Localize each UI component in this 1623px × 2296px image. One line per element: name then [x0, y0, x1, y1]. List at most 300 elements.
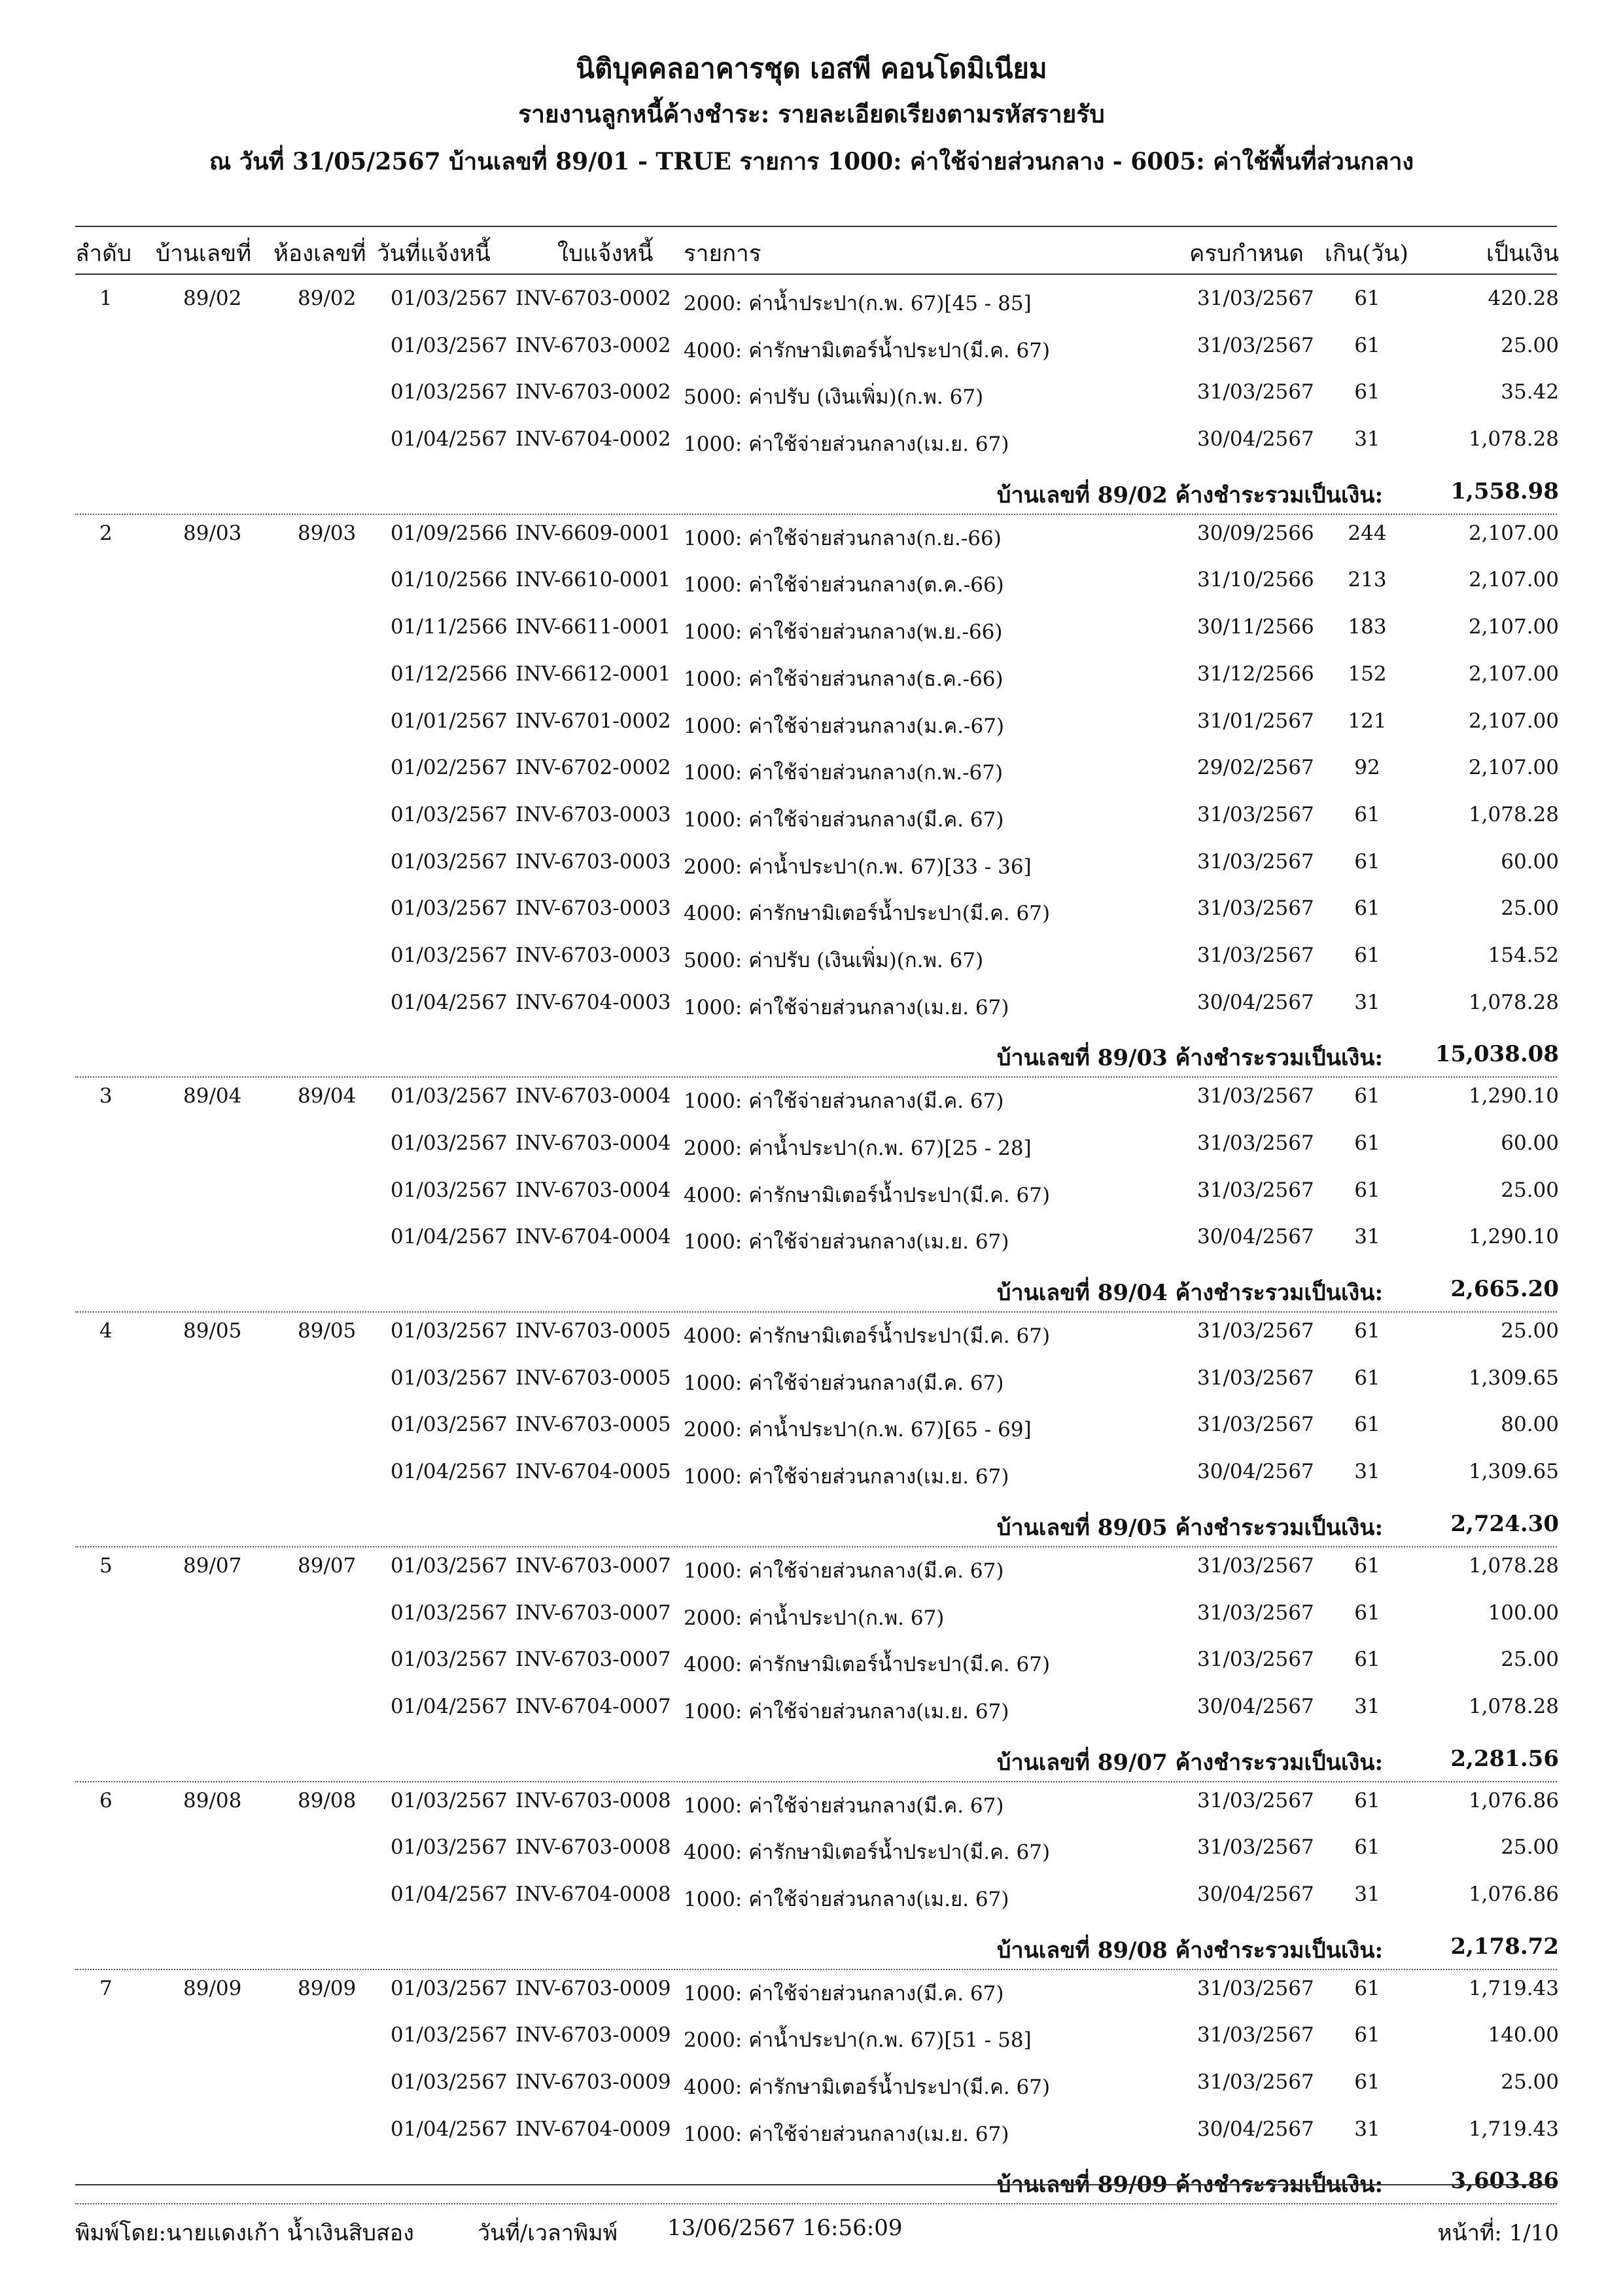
- col-head-invoice: ใบแจ้งหนี้: [557, 241, 654, 267]
- table-row: [0, 1125, 1623, 1172]
- row-notify-date: 01/03/2567: [391, 1648, 508, 1672]
- table-row: [0, 843, 1623, 891]
- row-invoice: INV-6703-0005: [515, 1413, 671, 1437]
- subtotal-label: บ้านเลขที่ 89/04 ค้างชำระรวมเป็นเงิน:: [996, 1280, 1383, 1307]
- row-invoice: INV-6610-0001: [515, 568, 671, 592]
- row-notify-date: 01/03/2567: [391, 333, 508, 357]
- print-time-label: วันที่/เวลาพิมพ์: [478, 2220, 618, 2246]
- row-item: 1000: ค่าใช้จ่ายส่วนกลาง(มี.ค. 67): [684, 1559, 1004, 1583]
- row-notify-date: 01/01/2567: [391, 709, 508, 733]
- row-notify-date: 01/04/2567: [391, 1694, 508, 1718]
- subtotal-row: [0, 1735, 1623, 1782]
- row-invoice: INV-6612-0001: [515, 662, 671, 686]
- row-amount: 1,078.28: [1468, 1694, 1559, 1718]
- row-house-no: 89/08: [183, 1788, 242, 1812]
- row-due-date: 30/09/2566: [1197, 521, 1314, 545]
- row-item: 1000: ค่าใช้จ่ายส่วนกลาง(ม.ค.-67): [684, 714, 1005, 738]
- row-due-date: 31/03/2567: [1197, 2070, 1314, 2094]
- row-notify-date: 01/03/2567: [391, 2023, 508, 2047]
- row-due-date: 31/03/2567: [1197, 1319, 1314, 1343]
- row-amount: 154.52: [1488, 943, 1559, 967]
- row-overdue-days: 61: [1354, 943, 1380, 967]
- row-item: 1000: ค่าใช้จ่ายส่วนกลาง(ก.ย.-66): [684, 526, 1002, 550]
- row-invoice: INV-6703-0002: [515, 287, 671, 310]
- subtotal-row: [0, 2157, 1623, 2204]
- print-time: 13/06/2567 16:56:09: [667, 2215, 903, 2241]
- row-item: 1000: ค่าใช้จ่ายส่วนกลาง(เม.ย. 67): [684, 995, 1009, 1019]
- table-row: [0, 1595, 1623, 1642]
- row-item: 1000: ค่าใช้จ่ายส่วนกลาง(เม.ย. 67): [684, 433, 1009, 457]
- row-notify-date: 01/03/2567: [391, 849, 508, 874]
- report-filter: ณ วันที่ 31/05/2567 บ้านเลขที่ 89/01 - TRUE รายการ 1000: ค่าใช้จ่ายส่วนกลาง - 6005: ค่าใช้พื้นที่ส่วนกลาง: [209, 148, 1414, 175]
- row-invoice: INV-6703-0003: [515, 896, 671, 921]
- row-item: 1000: ค่าใช้จ่ายส่วนกลาง(มี.ค. 67): [684, 807, 1004, 832]
- row-room-no: 89/02: [298, 287, 357, 310]
- row-amount: 1,719.43: [1468, 2117, 1559, 2141]
- subtotal-row: [0, 1265, 1623, 1313]
- row-amount: 2,107.00: [1468, 756, 1559, 780]
- row-notify-date: 01/12/2566: [391, 662, 508, 686]
- row-overdue-days: 61: [1354, 1319, 1380, 1343]
- row-overdue-days: 61: [1354, 1131, 1380, 1155]
- row-overdue-days: 61: [1354, 1976, 1380, 2000]
- table-row: [0, 2111, 1623, 2158]
- col-head-house: บ้านเลขที่: [156, 241, 252, 267]
- row-notify-date: 01/03/2567: [391, 802, 508, 826]
- row-seq: 3: [99, 1084, 113, 1108]
- debtor-group: [0, 515, 1623, 1078]
- row-item: 1000: ค่าใช้จ่ายส่วนกลาง(มี.ค. 67): [684, 1089, 1004, 1114]
- subtotal-label: บ้านเลขที่ 89/05 ค้างชำระรวมเป็นเงิน:: [996, 1514, 1383, 1541]
- table-row: [0, 1218, 1623, 1265]
- row-due-date: 30/04/2567: [1197, 2117, 1314, 2141]
- col-head-item: รายการ: [684, 241, 761, 267]
- row-amount: 2,107.00: [1468, 615, 1559, 639]
- table-row: [0, 280, 1623, 327]
- footer-rule: [75, 2184, 1557, 2185]
- row-item: 1000: ค่าใช้จ่ายส่วนกลาง(เม.ย. 67): [684, 2122, 1009, 2146]
- row-overdue-days: 61: [1354, 1600, 1380, 1625]
- row-item: 1000: ค่าใช้จ่ายส่วนกลาง(พ.ย.-66): [684, 620, 1003, 645]
- col-head-amount: เป็นเงิน: [1486, 241, 1559, 267]
- row-due-date: 30/04/2567: [1197, 1460, 1314, 1484]
- row-overdue-days: 92: [1354, 756, 1380, 780]
- row-due-date: 31/03/2567: [1197, 1600, 1314, 1625]
- row-overdue-days: 61: [1354, 333, 1380, 357]
- row-invoice: INV-6703-0004: [515, 1178, 671, 1202]
- row-overdue-days: 152: [1348, 662, 1387, 686]
- row-due-date: 31/10/2566: [1197, 568, 1314, 592]
- row-house-no: 89/02: [183, 287, 242, 310]
- row-notify-date: 01/03/2567: [391, 1553, 508, 1578]
- row-room-no: 89/05: [298, 1319, 357, 1343]
- org-title: นิติบุคคลอาคารชุด เอสพี คอนโดมิเนียม: [576, 52, 1047, 84]
- table-row: [0, 890, 1623, 937]
- table-row: [0, 749, 1623, 796]
- row-invoice: INV-6703-0004: [515, 1084, 671, 1108]
- subtotal-amount: 3,603.86: [1450, 2168, 1559, 2195]
- row-due-date: 31/03/2567: [1197, 333, 1314, 357]
- row-amount: 1,290.10: [1468, 1084, 1559, 1108]
- row-item: 4000: ค่ารักษามิเตอร์น้ำประปา(มี.ค. 67): [684, 338, 1051, 362]
- row-overdue-days: 31: [1354, 1460, 1380, 1484]
- row-item: 4000: ค่ารักษามิเตอร์น้ำประปา(มี.ค. 67): [684, 1841, 1051, 1865]
- row-seq: 1: [99, 287, 113, 310]
- row-house-no: 89/03: [183, 521, 242, 545]
- row-item: 1000: ค่าใช้จ่ายส่วนกลาง(ธ.ค.-66): [684, 667, 1003, 691]
- row-due-date: 31/03/2567: [1197, 1413, 1314, 1437]
- row-amount: 25.00: [1501, 896, 1559, 921]
- row-invoice: INV-6703-0003: [515, 802, 671, 826]
- row-amount: 1,078.28: [1468, 427, 1559, 451]
- row-overdue-days: 61: [1354, 2023, 1380, 2047]
- row-item: 4000: ค่ารักษามิเตอร์น้ำประปา(มี.ค. 67): [684, 1324, 1051, 1349]
- row-room-no: 89/08: [298, 1788, 357, 1812]
- row-amount: 25.00: [1501, 1648, 1559, 1672]
- row-overdue-days: 61: [1354, 1084, 1380, 1108]
- row-amount: 1,309.65: [1468, 1366, 1559, 1390]
- row-room-no: 89/04: [298, 1084, 357, 1108]
- row-house-no: 89/07: [183, 1553, 242, 1578]
- row-invoice: INV-6703-0007: [515, 1553, 671, 1578]
- table-row: [0, 703, 1623, 750]
- row-amount: 420.28: [1488, 287, 1559, 310]
- row-item: 2000: ค่าน้ำประปา(ก.พ. 67)[25 - 28]: [684, 1137, 1032, 1160]
- row-invoice: INV-6703-0009: [515, 2023, 671, 2047]
- row-seq: 2: [99, 521, 113, 545]
- row-overdue-days: 61: [1354, 1413, 1380, 1437]
- row-notify-date: 01/03/2567: [391, 1319, 508, 1343]
- row-invoice: INV-6704-0004: [515, 1225, 671, 1249]
- table-row: [0, 2017, 1623, 2064]
- table-row: [0, 1406, 1623, 1453]
- row-notify-date: 01/03/2567: [391, 1084, 508, 1108]
- row-room-no: 89/07: [298, 1553, 357, 1578]
- row-amount: 60.00: [1501, 849, 1559, 874]
- row-due-date: 31/01/2567: [1197, 709, 1314, 733]
- table-row: [0, 1547, 1623, 1595]
- row-notify-date: 01/02/2567: [391, 756, 508, 780]
- row-overdue-days: 61: [1354, 1788, 1380, 1812]
- row-due-date: 30/04/2567: [1197, 427, 1314, 451]
- row-notify-date: 01/04/2567: [391, 1882, 508, 1906]
- table-row: [0, 1641, 1623, 1688]
- subtotal-amount: 15,038.08: [1435, 1041, 1559, 1068]
- row-amount: 1,078.28: [1468, 1553, 1559, 1578]
- row-overdue-days: 121: [1348, 709, 1387, 733]
- row-notify-date: 01/04/2567: [391, 427, 508, 451]
- row-house-no: 89/09: [183, 1976, 242, 2000]
- row-item: 2000: ค่าน้ำประปา(ก.พ. 67)[33 - 36]: [684, 855, 1032, 879]
- row-item: 2000: ค่าน้ำประปา(ก.พ. 67)[65 - 69]: [684, 1418, 1032, 1442]
- row-notify-date: 01/03/2567: [391, 896, 508, 921]
- row-seq: 7: [99, 1976, 113, 2000]
- row-seq: 5: [99, 1553, 113, 1578]
- row-overdue-days: 61: [1354, 1553, 1380, 1578]
- row-house-no: 89/04: [183, 1084, 242, 1108]
- row-overdue-days: 31: [1354, 1694, 1380, 1718]
- row-notify-date: 01/03/2567: [391, 1131, 508, 1155]
- row-notify-date: 01/03/2567: [391, 1366, 508, 1390]
- row-due-date: 31/03/2567: [1197, 802, 1314, 826]
- row-due-date: 31/03/2567: [1197, 380, 1314, 404]
- row-amount: 1,290.10: [1468, 1225, 1559, 1249]
- row-item: 2000: ค่าน้ำประปา(ก.พ. 67)[45 - 85]: [684, 292, 1032, 315]
- report-title: รายงานลูกหนี้ค้างชำระ: รายละเอียดเรียงตามรหัสรายรับ: [518, 99, 1105, 128]
- row-invoice: INV-6703-0009: [515, 2070, 671, 2094]
- table-row: [0, 656, 1623, 703]
- row-invoice: INV-6609-0001: [515, 521, 671, 545]
- row-house-no: 89/05: [183, 1319, 242, 1343]
- row-due-date: 30/04/2567: [1197, 990, 1314, 1014]
- table-row: [0, 1078, 1623, 1125]
- row-due-date: 30/04/2567: [1197, 1225, 1314, 1249]
- row-invoice: INV-6703-0002: [515, 380, 671, 404]
- row-overdue-days: 61: [1354, 802, 1380, 826]
- row-due-date: 31/03/2567: [1197, 1366, 1314, 1390]
- row-invoice: INV-6703-0008: [515, 1788, 671, 1812]
- table-row: [0, 1688, 1623, 1735]
- row-overdue-days: 31: [1354, 1882, 1380, 1906]
- row-notify-date: 01/03/2567: [391, 943, 508, 967]
- row-item: 1000: ค่าใช้จ่ายส่วนกลาง(เม.ย. 67): [684, 1230, 1009, 1254]
- row-overdue-days: 61: [1354, 1366, 1380, 1390]
- subtotal-row: [0, 468, 1623, 515]
- row-amount: 1,078.28: [1468, 990, 1559, 1014]
- row-item: 1000: ค่าใช้จ่ายส่วนกลาง(มี.ค. 67): [684, 1793, 1004, 1818]
- debtor-group: [0, 1547, 1623, 1782]
- row-item: 1000: ค่าใช้จ่ายส่วนกลาง(มี.ค. 67): [684, 1981, 1004, 2005]
- row-item: 2000: ค่าน้ำประปา(ก.พ. 67): [684, 1606, 945, 1630]
- col-head-overdue: เกิน(วัน): [1325, 241, 1408, 267]
- row-amount: 25.00: [1501, 1178, 1559, 1202]
- row-due-date: 30/11/2566: [1197, 615, 1314, 639]
- row-notify-date: 01/03/2567: [391, 1413, 508, 1437]
- row-invoice: INV-6703-0003: [515, 849, 671, 874]
- row-invoice: INV-6703-0007: [515, 1648, 671, 1672]
- debtor-group: [0, 1782, 1623, 1970]
- row-invoice: INV-6704-0007: [515, 1694, 671, 1718]
- row-amount: 35.42: [1501, 380, 1559, 404]
- row-amount: 2,107.00: [1468, 568, 1559, 592]
- row-overdue-days: 61: [1354, 1835, 1380, 1860]
- col-head-notify-date: วันที่แจ้งหนี้: [377, 241, 491, 267]
- row-amount: 140.00: [1488, 2023, 1559, 2047]
- row-notify-date: 01/03/2567: [391, 287, 508, 310]
- row-due-date: 31/03/2567: [1197, 1976, 1314, 2000]
- row-invoice: INV-6704-0003: [515, 990, 671, 1014]
- row-room-no: 89/09: [298, 1976, 357, 2000]
- row-invoice: INV-6703-0005: [515, 1319, 671, 1343]
- row-amount: 1,076.86: [1468, 1788, 1559, 1812]
- row-invoice: INV-6702-0002: [515, 756, 671, 780]
- row-amount: 25.00: [1501, 1835, 1559, 1860]
- row-due-date: 30/04/2567: [1197, 1694, 1314, 1718]
- row-due-date: 31/03/2567: [1197, 1084, 1314, 1108]
- row-item: 5000: ค่าปรับ (เงินเพิ่ม)(ก.พ. 67): [684, 948, 984, 972]
- row-overdue-days: 31: [1354, 2117, 1380, 2141]
- table-row: [0, 1782, 1623, 1829]
- row-item: 5000: ค่าปรับ (เงินเพิ่ม)(ก.พ. 67): [684, 385, 984, 410]
- row-amount: 25.00: [1501, 2070, 1559, 2094]
- table-row: [0, 937, 1623, 984]
- subtotal-amount: 2,665.20: [1450, 1276, 1559, 1303]
- row-invoice: INV-6703-0008: [515, 1835, 671, 1860]
- row-item: 1000: ค่าใช้จ่ายส่วนกลาง(เม.ย. 67): [684, 1465, 1009, 1489]
- row-notify-date: 01/04/2567: [391, 1225, 508, 1249]
- report-table-body: [0, 280, 1623, 2204]
- subtotal-amount: 1,558.98: [1450, 478, 1559, 504]
- table-row: [0, 327, 1623, 374]
- row-notify-date: 01/04/2567: [391, 1460, 508, 1484]
- row-due-date: 31/03/2567: [1197, 849, 1314, 874]
- row-overdue-days: 61: [1354, 1648, 1380, 1672]
- row-notify-date: 01/03/2567: [391, 1178, 508, 1202]
- row-item: 1000: ค่าใช้จ่ายส่วนกลาง(ต.ค.-66): [684, 573, 1004, 597]
- table-row: [0, 1172, 1623, 1219]
- row-overdue-days: 31: [1354, 427, 1380, 451]
- row-amount: 2,107.00: [1468, 709, 1559, 733]
- table-row: [0, 421, 1623, 468]
- subtotal-row: [0, 1923, 1623, 1970]
- col-head-seq: ลำดับ: [75, 241, 132, 267]
- row-due-date: 31/03/2567: [1197, 1553, 1314, 1578]
- row-due-date: 30/04/2567: [1197, 1882, 1314, 1906]
- row-item: 1000: ค่าใช้จ่ายส่วนกลาง(เม.ย. 67): [684, 1887, 1009, 1911]
- row-overdue-days: 61: [1354, 1178, 1380, 1202]
- table-row: [0, 609, 1623, 656]
- subtotal-label: บ้านเลขที่ 89/02 ค้างชำระรวมเป็นเงิน:: [996, 482, 1383, 508]
- row-seq: 4: [99, 1319, 113, 1343]
- row-amount: 1,719.43: [1468, 1976, 1559, 2000]
- row-invoice: INV-6704-0009: [515, 2117, 671, 2141]
- row-item: 4000: ค่ารักษามิเตอร์น้ำประปา(มี.ค. 67): [684, 902, 1051, 926]
- subtotal-label: บ้านเลขที่ 89/09 ค้างชำระรวมเป็นเงิน:: [996, 2172, 1383, 2199]
- row-amount: 80.00: [1501, 1413, 1559, 1437]
- row-overdue-days: 244: [1348, 521, 1387, 545]
- row-invoice: INV-6704-0008: [515, 1882, 671, 1906]
- row-invoice: INV-6701-0002: [515, 709, 671, 733]
- row-invoice: INV-6703-0007: [515, 1600, 671, 1625]
- col-head-due: ครบกำหนด: [1189, 241, 1304, 267]
- row-notify-date: 01/04/2567: [391, 2117, 508, 2141]
- row-notify-date: 01/09/2566: [391, 521, 508, 545]
- table-row: [0, 1876, 1623, 1923]
- header-bottom-rule: [75, 274, 1557, 275]
- subtotal-row: [0, 1500, 1623, 1547]
- row-item: 4000: ค่ารักษามิเตอร์น้ำประปา(มี.ค. 67): [684, 1183, 1051, 1207]
- row-due-date: 29/02/2567: [1197, 756, 1314, 780]
- row-notify-date: 01/10/2566: [391, 568, 508, 592]
- row-overdue-days: 31: [1354, 990, 1380, 1014]
- row-due-date: 31/03/2567: [1197, 1648, 1314, 1672]
- table-row: [0, 1313, 1623, 1360]
- row-overdue-days: 31: [1354, 1225, 1380, 1249]
- table-row: [0, 1970, 1623, 2017]
- row-invoice: INV-6611-0001: [515, 615, 671, 639]
- row-due-date: 31/03/2567: [1197, 1835, 1314, 1860]
- subtotal-amount: 2,281.56: [1450, 1745, 1559, 1772]
- row-item: 1000: ค่าใช้จ่ายส่วนกลาง(ก.พ.-67): [684, 761, 1003, 785]
- row-item: 4000: ค่ารักษามิเตอร์น้ำประปา(มี.ค. 67): [684, 2075, 1051, 2099]
- table-row: [0, 2064, 1623, 2111]
- row-invoice: INV-6703-0005: [515, 1366, 671, 1390]
- row-overdue-days: 183: [1348, 615, 1387, 639]
- row-invoice: INV-6703-0009: [515, 1976, 671, 2000]
- row-due-date: 31/03/2567: [1197, 1788, 1314, 1812]
- row-invoice: INV-6704-0002: [515, 427, 671, 451]
- table-row: [0, 796, 1623, 843]
- row-notify-date: 01/03/2567: [391, 1600, 508, 1625]
- row-item: 1000: ค่าใช้จ่ายส่วนกลาง(มี.ค. 67): [684, 1371, 1004, 1395]
- row-notify-date: 01/11/2566: [391, 615, 508, 639]
- row-due-date: 31/03/2567: [1197, 1178, 1314, 1202]
- row-due-date: 31/03/2567: [1197, 896, 1314, 921]
- row-seq: 6: [99, 1788, 113, 1812]
- row-amount: 25.00: [1501, 1319, 1559, 1343]
- subtotal-amount: 2,724.30: [1450, 1510, 1559, 1537]
- row-notify-date: 01/04/2567: [391, 990, 508, 1014]
- row-notify-date: 01/03/2567: [391, 1788, 508, 1812]
- row-due-date: 31/03/2567: [1197, 943, 1314, 967]
- row-overdue-days: 61: [1354, 380, 1380, 404]
- table-row: [0, 1453, 1623, 1500]
- row-amount: 1,078.28: [1468, 802, 1559, 826]
- table-row: [0, 374, 1623, 421]
- row-invoice: INV-6703-0004: [515, 1131, 671, 1155]
- debtor-group: [0, 1078, 1623, 1313]
- table-row: [0, 1829, 1623, 1876]
- row-notify-date: 01/03/2567: [391, 380, 508, 404]
- printed-by: พิมพ์โดย:นายแดงเก้า น้ำเงินสิบสอง: [75, 2220, 414, 2246]
- row-invoice: INV-6704-0005: [515, 1460, 671, 1484]
- debtor-group: [0, 1970, 1623, 2205]
- row-notify-date: 01/03/2567: [391, 2070, 508, 2094]
- row-due-date: 31/03/2567: [1197, 2023, 1314, 2047]
- row-invoice: INV-6703-0003: [515, 943, 671, 967]
- row-overdue-days: 61: [1354, 2070, 1380, 2094]
- debtor-group: [0, 1313, 1623, 1547]
- table-row: [0, 1360, 1623, 1407]
- row-overdue-days: 61: [1354, 896, 1380, 921]
- row-amount: 1,309.65: [1468, 1460, 1559, 1484]
- subtotal-label: บ้านเลขที่ 89/07 ค้างชำระรวมเป็นเงิน:: [996, 1749, 1383, 1776]
- row-due-date: 31/03/2567: [1197, 1131, 1314, 1155]
- row-room-no: 89/03: [298, 521, 357, 545]
- row-item: 2000: ค่าน้ำประปา(ก.พ. 67)[51 - 58]: [684, 2028, 1032, 2053]
- row-overdue-days: 61: [1354, 849, 1380, 874]
- row-invoice: INV-6703-0002: [515, 333, 671, 357]
- page-number: หน้าที่: 1/10: [1437, 2220, 1559, 2246]
- table-row: [0, 984, 1623, 1031]
- row-overdue-days: 61: [1354, 287, 1380, 310]
- row-amount: 25.00: [1501, 333, 1559, 357]
- row-notify-date: 01/03/2567: [391, 1976, 508, 2000]
- row-due-date: 31/12/2566: [1197, 662, 1314, 686]
- col-head-room: ห้องเลขที่: [273, 241, 366, 267]
- header-top-rule: [75, 226, 1557, 227]
- row-overdue-days: 213: [1348, 568, 1387, 592]
- row-notify-date: 01/03/2567: [391, 1835, 508, 1860]
- row-amount: 2,107.00: [1468, 521, 1559, 545]
- row-amount: 100.00: [1488, 1600, 1559, 1625]
- subtotal-row: [0, 1031, 1623, 1078]
- row-due-date: 31/03/2567: [1197, 287, 1314, 310]
- subtotal-label: บ้านเลขที่ 89/08 ค้างชำระรวมเป็นเงิน:: [996, 1937, 1383, 1964]
- row-item: 1000: ค่าใช้จ่ายส่วนกลาง(เม.ย. 67): [684, 1699, 1009, 1723]
- row-amount: 1,076.86: [1468, 1882, 1559, 1906]
- row-amount: 60.00: [1501, 1131, 1559, 1155]
